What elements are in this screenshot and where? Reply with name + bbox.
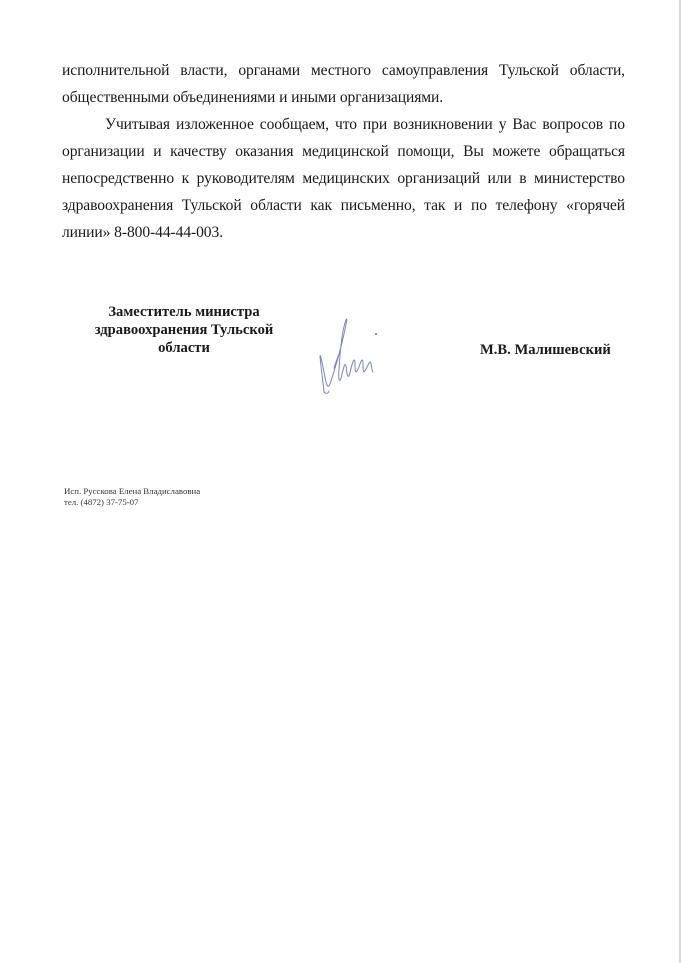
paragraph-hotline-info: Учитывая изложенное сообщаем, что при возникновении у Вас вопросов по организации и качеству оказания медицинской помощи, Вы можете обращаться непосредственно к руководителям медицинских организаций или в министерство здравоохранения Тульской области как письменно, так и по телефону «горячей линии» 8-800-44-44-003. <box>62 116 625 241</box>
paragraph-continuation: исполнительной власти, органами местного самоуправления Тульской области, общественными объединениями и иными организациями. <box>62 62 625 106</box>
position-line-2: здравоохранения Тульской <box>94 322 274 338</box>
handwritten-signature-icon <box>314 312 394 397</box>
signatory-name: М.В. Малишевский <box>480 342 611 358</box>
executor-name: Исп. Русскова Елена Владиславовна <box>64 486 201 496</box>
signatory-position <box>78 303 290 357</box>
executor-info <box>64 486 200 508</box>
executor-phone: тел. (4872) 37-75-07 <box>64 497 139 507</box>
position-line-1: Заместитель министра <box>108 304 260 320</box>
position-line-3: области <box>158 340 210 356</box>
